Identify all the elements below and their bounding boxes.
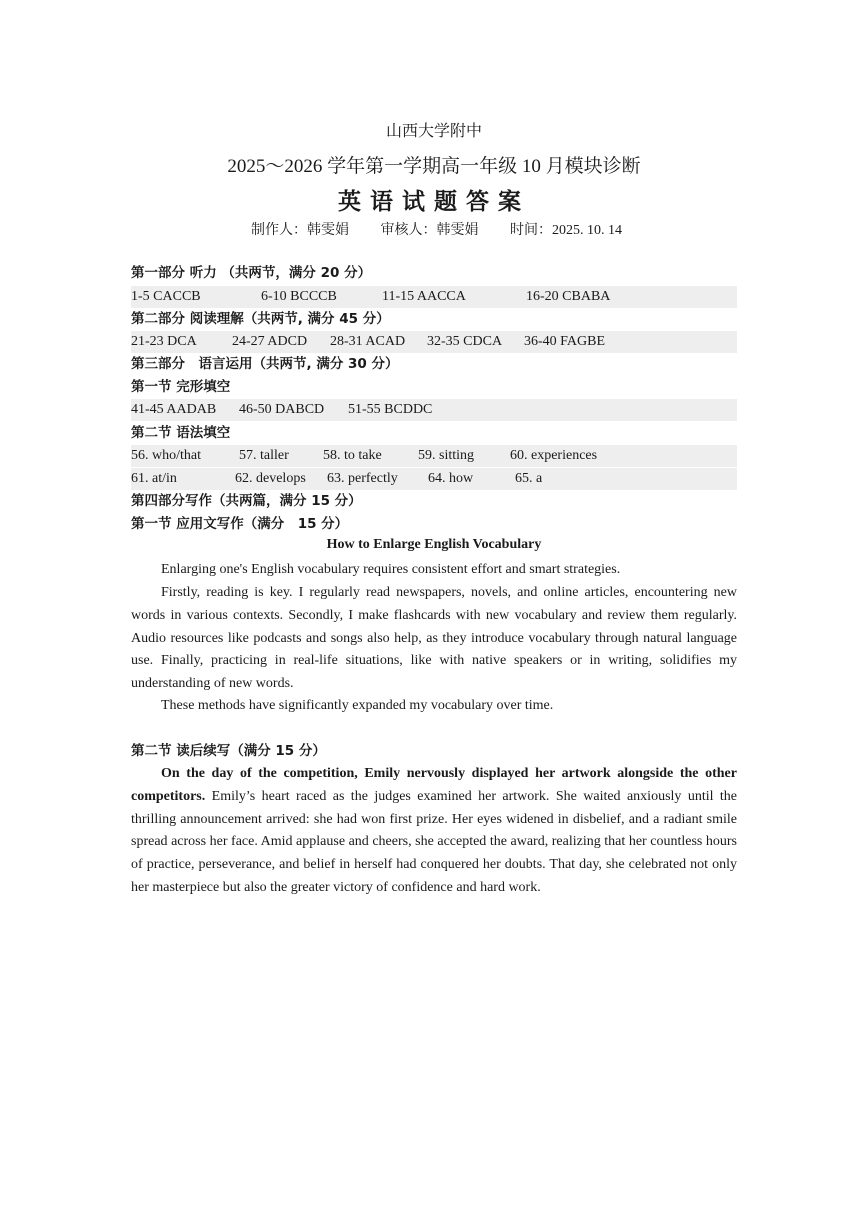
continuation-body: Emily’s heart raced as the judges examined her artwork. She waited anxiously until the thrilling announcement arrived: she had won first prize. Her eyes widened in disbelief, and a radiant smile spread across her face. Amid applause and cheers, she accepted the award, realizing that her countless hours of practice, perseverance, and belief in herself had conquered her doubts. That day, she celebrated not only her masterpiece but also the greater victory of confidence and hard work. bbox=[131, 788, 737, 895]
school-name: 山西大学附中 bbox=[385, 123, 482, 140]
part3-section1-heading: 第一节 完形填空 bbox=[131, 379, 231, 395]
part3-heading: 第三部分 语言运用（共两节, 满分 30 分） bbox=[131, 356, 399, 372]
essay-paragraph: Enlarging one's English vocabulary requires consistent effort and smart strategies. bbox=[161, 562, 621, 577]
answer-group: 36-40 FAGBE bbox=[524, 334, 606, 349]
essay-paragraph: Firstly, reading is key. I regularly read newspapers, novels, and online articles, encountering new words in various contexts. Secondly, I make flashcards with new vocabulary and review them regularly. Audio resources like podcasts and songs also help, as they introduce vocabulary through natural language use. Finally, practicing in real-life situations, like with native speakers or in writing, solidifies my understanding of new words. bbox=[131, 585, 737, 692]
answer-item: 60. experiences bbox=[510, 448, 598, 463]
part2-answer-row bbox=[131, 331, 737, 353]
part4-heading: 第四部分写作（共两篇，满分 15 分） bbox=[131, 493, 362, 509]
continuation-paragraph bbox=[131, 763, 737, 900]
part4-section1-heading: 第一节 应用文写作（满分 15 分） bbox=[131, 516, 349, 532]
answer-item: 57. taller bbox=[239, 448, 289, 463]
part1-answer-row bbox=[131, 286, 737, 308]
essay-paragraph: These methods have significantly expanded my vocabulary over time. bbox=[161, 698, 554, 713]
answer-group: 16-20 CBABA bbox=[526, 289, 611, 304]
continuation-opening-sentence: On the day of the competition, Emily nervously displayed her artwork alongside the other competitors. bbox=[131, 766, 737, 804]
answer-item: 62. develops bbox=[235, 471, 306, 486]
part1-heading: 第一部分 听力 （共两节，满分 20 分） bbox=[131, 265, 372, 281]
answer-group: 21-23 DCA bbox=[131, 334, 197, 349]
answer-item: 59. sitting bbox=[418, 448, 475, 463]
part3-section2-answer-row bbox=[131, 445, 737, 467]
exam-title: 2025～2026 学年第一学期高一年级 10 月模块诊断 bbox=[227, 156, 641, 177]
answer-group: 46-50 DABCD bbox=[239, 402, 325, 417]
answer-group: 11-15 AACCA bbox=[382, 289, 466, 304]
date-text: 时间：2025. 10. 14 bbox=[510, 223, 622, 238]
part2-heading: 第二部分 阅读理解（共两节, 满分 45 分） bbox=[131, 311, 390, 327]
maker-text: 制作人：韩雯娟 bbox=[251, 223, 349, 238]
answer-item: 56. who/that bbox=[131, 448, 201, 463]
answer-item: 61. at/in bbox=[131, 471, 177, 486]
answer-group: 6-10 BCCCB bbox=[261, 289, 337, 304]
part4-section2-heading: 第二节 读后续写（满分 15 分） bbox=[131, 743, 326, 759]
answer-group: 41-45 AADAB bbox=[131, 402, 217, 417]
answer-item: 63. perfectly bbox=[327, 471, 398, 486]
answer-group: 24-27 ADCD bbox=[232, 334, 308, 349]
answer-item: 58. to take bbox=[323, 448, 382, 463]
part3-section2-answer-row bbox=[131, 468, 737, 490]
document-meta bbox=[251, 219, 650, 239]
part3-section1-answer-row bbox=[131, 399, 737, 421]
part3-section2-heading: 第二节 语法填空 bbox=[131, 425, 231, 441]
answer-item: 65. a bbox=[515, 471, 543, 486]
answer-group: 28-31 ACAD bbox=[330, 334, 406, 349]
answer-group: 1-5 CACCB bbox=[131, 289, 201, 304]
answer-item: 64. how bbox=[428, 471, 474, 486]
reviewer-text: 审核人：韩雯娟 bbox=[380, 223, 479, 238]
answer-group: 51-55 BCDDC bbox=[348, 402, 433, 417]
essay-title: How to Enlarge English Vocabulary bbox=[326, 537, 542, 552]
page-title: 英语试题答案 bbox=[338, 189, 530, 215]
answer-group: 32-35 CDCA bbox=[427, 334, 503, 349]
